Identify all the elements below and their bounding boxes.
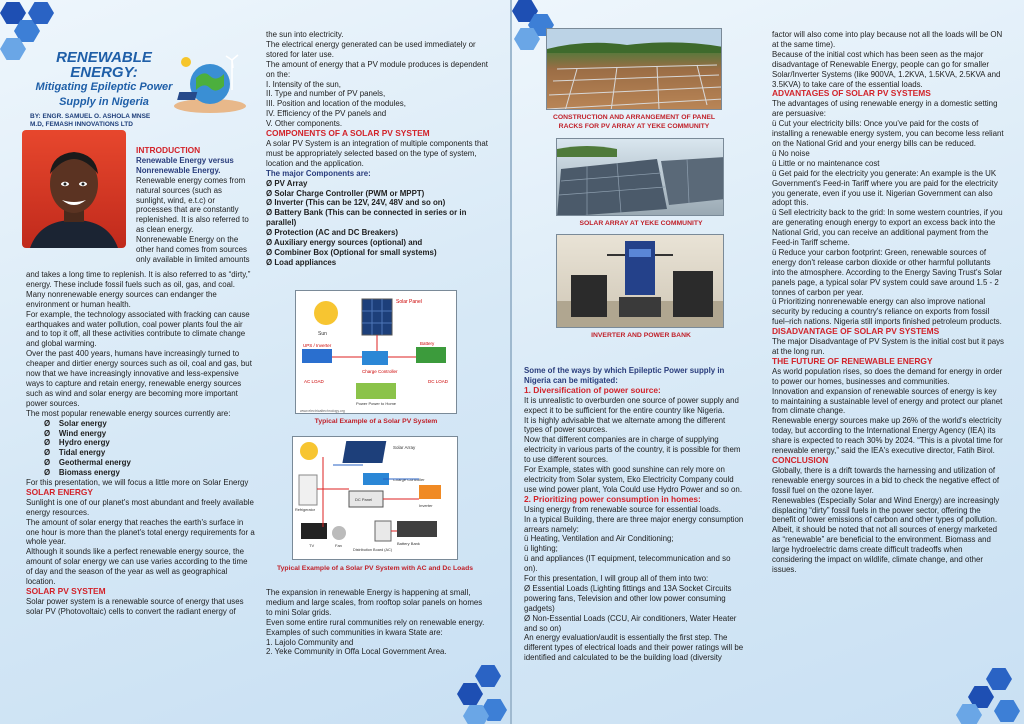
paragraph: Globally, there is a drift towards the harnessing and utilization of renewable energy sources in a bid to check the negative effect of fossil fuel on the ozone layer. (772, 465, 1000, 495)
intro-heading: INTRODUCTION (136, 145, 201, 155)
list-item: Ø Hydro energy (44, 438, 110, 448)
group-item: Ø Non-Essential Loads (CCU, Air conditioners, Water Heater and so on) (524, 613, 737, 633)
component-item: Ø Protection (AC and DC Breakers) (266, 228, 398, 238)
list-item: Ø Wind energy (44, 428, 107, 438)
caption-diagram-2: Typical Example of a Solar PV System with AC and Dc Loads (276, 565, 474, 572)
author-role: M.D, FEMASH INNOVATIONS LTD (30, 121, 133, 128)
sun-icon (314, 301, 338, 325)
component-item: Ø Inverter (This can be 12V, 24V, 48V and so on) (266, 198, 446, 208)
title-line-1: RENEWABLE ENERGY: (56, 49, 152, 81)
diagram-label: Solar Panel (396, 299, 422, 305)
paragraph: It is unrealistic to overburden one source of power supply and expect it to be sufficient for the entire country like Nigeria. (524, 395, 739, 415)
caption-photo-2: SOLAR ARRAY AT YEKE COMMUNITY (579, 220, 703, 227)
p1-line: replenished. It is also referred to (136, 215, 249, 225)
inverter-icon (302, 349, 332, 363)
diagram-label: UPS / Inverter (303, 343, 332, 348)
paragraph: Over the past 400 years, humans have increasingly turned to cheaper and dirtier energy sources such as oil, coal and gas, but now that we have increasingly innovative and less-expensive ways to capture and retain energy, renewable energy sources such as wind and solar energy are becoming more important power sources. (26, 349, 252, 408)
component-item: Ø PV Array (266, 178, 308, 188)
paragraph: The expansion in renewable Energy is happening at small, medium and large scales, from rooftop solar panels on homes to mini Solar grids. (266, 588, 483, 617)
advantage-item: ü Sell electricity back to the grid: In some western countries, if you are generating enough energy to export an excess back into the National Grid, you can receive an additional payment from the Feed-in Tariff scheme. (772, 208, 1003, 248)
paragraph: The advantages of using renewable energy in a domestic setting are persuasive: (772, 99, 998, 119)
list-item: Ø Solar energy (44, 418, 107, 428)
p1-line: processes that are constantly (136, 205, 239, 215)
advantage-item: ü Little or no maintenance cost (772, 158, 880, 168)
battery-bank-icon (397, 521, 437, 537)
p2-rest: and takes a long time to replenish. It is also referred to as “dirty,” energy. These include fossil fuels such as oil, gas, and coal. (26, 270, 251, 289)
paragraph: For this presentation, I will group all of them into two: (524, 574, 709, 584)
solar-energy-heading: SOLAR ENERGY (26, 486, 94, 497)
article-title (34, 50, 174, 110)
paragraph: Renewable energy sources make up 26% of the world's electricity today, but according to the International Energy Agency (IEA) its share is expected to reach 30% by 2024. “This is a pivotal time for renewable energy,” said the IEA's executive director, Fatih Birol. (772, 416, 1003, 456)
battery-icon (416, 347, 446, 363)
paragraph: Now that different companies are in charge of supplying electricity in various parts of the country, it is possible for them to use different sources. (524, 435, 741, 465)
intro-subheading-1: Renewable Energy versus (136, 155, 234, 165)
paragraph: For this presentation, we will focus a little more on Solar Energy (26, 478, 249, 488)
diagram-label: Solar Array (393, 445, 416, 450)
list-item: Ø Geothermal energy (44, 458, 131, 468)
community-item: 2. Yeke Community in Offa Local Government Area. (266, 647, 447, 657)
right-page (512, 0, 1024, 724)
advantage-item: ü Prioritizing nonrenewable energy can also improve national security by reducing a country's reliance on exports from fossil fuel–rich nations. Nigeria still imports finished petroleum products. (772, 297, 1002, 327)
paragraph: Many nonrenewable energy sources can endanger the environment or human health. (26, 289, 217, 309)
solar-pv-ac-dc-diagram (292, 436, 458, 560)
sources-list (26, 419, 256, 478)
inverter-power-bank-photo (556, 234, 724, 328)
paragraph: A solar PV System is an integration of multiple components that must be appropriately selected based on the type of system, location and the application. (266, 138, 488, 168)
distribution-board-icon (375, 521, 391, 541)
factor-item: II. Type and number of PV panels, (266, 89, 386, 99)
factor-item: III. Position and location of the modules, (266, 99, 406, 109)
advantages-heading: ADVANTAGES OF SOLAR PV SYSTEMS (772, 88, 931, 99)
diagram-label: Charge Controller (362, 369, 398, 374)
component-item: Ø Combiner Box (Optional for small systems) (266, 247, 437, 257)
paragraph: The most popular renewable energy sources currently are: (26, 408, 231, 418)
renewable-energy-globe-illustration (170, 52, 250, 114)
diagram-label: www.electricaltechnology.org (300, 409, 345, 413)
column-3-body (524, 366, 746, 663)
advantage-item: ü Get paid for the electricity you generate: An example is the UK Government's Feed-in Tariff where you are paid for the electricity you generate, even if you use it. Nigerian Government can also adopt this. (772, 168, 998, 208)
major-components-label: The major Components are: (266, 168, 371, 178)
column-2-top (266, 30, 488, 268)
title-line-2: Mitigating Epileptic Power (35, 81, 173, 93)
paragraph: The amount of solar energy that reaches the earth's surface in one hour is more than the planet's total energy requirements for a whole year. (26, 517, 255, 547)
conclusion-heading: CONCLUSION (772, 454, 829, 465)
future-heading: THE FUTURE OF RENEWABLE ENERGY (772, 355, 933, 366)
paragraph: Renewables (Especially Solar and Wind Energy) are increasingly displacing “dirty” fossil fuels in the power sector, offering the benefit of lower emissions of carbon and other types of pollution. (772, 495, 1000, 525)
paragraph: Because of the initial cost which has been seen as the major disadvantage of Renewable Energy, people can go for smaller Solar/Inverter Systems (like 900VA, 1.2KVA, 1.5KVA, 2.5KVA and 3.5KVA) to take care of the essential loads. (772, 49, 1001, 89)
advantage-item: ü No noise (772, 148, 810, 158)
title-line-3: Supply in Nigeria (59, 96, 149, 108)
author-photo (22, 130, 126, 248)
array-photo-svg (557, 139, 724, 216)
house-icon (356, 383, 396, 399)
paragraph: For Example, states with good sunshine can rely more on electricity from Solar system, Eko Electricity Company could use wind power plant, Yola Could use Hydro Power and so on. (524, 465, 743, 494)
fan-icon (332, 526, 346, 540)
solar-panel-icon (362, 299, 392, 335)
p2-line: Nonrenewable Energy on the (136, 235, 239, 245)
inverter-photo-svg (557, 235, 724, 328)
paragraph: For example, the technology associated with fracking can cause earthquakes and water pollution, coal power plants foul the air and to top it off, all these activities contribute to climate change and global warming. (26, 309, 250, 349)
community-item: 1. Lajolo Community and (266, 637, 354, 647)
component-item: Ø Load appliances (266, 257, 337, 267)
diversification-heading: 1. Diversification of power source: (524, 384, 661, 395)
diagram-label: TV (309, 543, 315, 548)
p2-line: other hand comes from sources (136, 245, 247, 255)
diagram-label: DC Panel (355, 497, 373, 502)
paragraph: factor will also come into play because not all the loads will be ON at the same time). (772, 30, 1003, 49)
sun-icon (300, 442, 318, 460)
paragraph: Sunlight is one of our planet's most abundant and freely available energy resources. (26, 497, 254, 517)
byline (30, 113, 150, 129)
hexagon-decoration-bottom (445, 655, 510, 724)
inverter-icon (419, 485, 441, 499)
diagram-label: Battery Bank (397, 541, 420, 546)
column-1-body (26, 270, 256, 617)
diagram-label: AC LOAD (304, 379, 324, 384)
diagram-label: DC LOAD (428, 379, 449, 384)
diagram-label: Fan (335, 543, 342, 548)
factor-item: I. Intensity of the sun, (266, 79, 342, 89)
caption-diagram-1: Typical Example of a Solar PV System (314, 418, 438, 425)
column-2-bottom (266, 588, 488, 657)
list-item: Ø Biomass energy (44, 468, 120, 478)
advantage-item: ü Cut your electricity bills: Once you've paid for the costs of installing a renewable energy system, you can become less reliant on the National Grid and your energy bills can be reduced. (772, 119, 1004, 148)
diagram-label: Power Power to Home (356, 401, 397, 406)
hexagon-decoration-bottom-right (952, 662, 1024, 724)
prioritizing-heading: 2. Prioritizing power consumption in homes: (524, 493, 701, 504)
paragraph: Albeit, it should be noted that not all sources of energy marketed as “renewable” are beneficial to the environment. Biomass and large hydroelectric dams create difficult tradeoffs when considering the impact on wildlife, climate change, and other issues. (772, 525, 998, 574)
component-item: Ø Battery Bank (This can be connected in series or in parallel) (266, 208, 467, 228)
diagram-label: Sun (318, 331, 327, 337)
load-item: ü Heating, Ventilation and Air Conditioning; (524, 534, 674, 544)
disadvantage-heading: DISADVANTAGE OF SOLAR PV SYSTEMS (772, 326, 940, 337)
list-item: Ø Tidal energy (44, 448, 106, 458)
pv-ac-dc-diagram-svg (293, 437, 458, 560)
factor-item: IV. Efficiency of the PV panels and (266, 109, 387, 119)
paragraph: In a typical Building, there are three major energy consumption arrears namely: (524, 514, 744, 534)
paragraph: The amount of energy that a PV module produces is dependent on the: (266, 59, 488, 79)
paragraph: The major Disadvantage of PV System is the initial cost but it pays at the long run. (772, 337, 1005, 356)
p1-line: sunlight, wind, e.t.c) or (136, 195, 215, 205)
diagram-label: Charge Controller (393, 477, 425, 482)
paragraph: the sun into electricity. (266, 30, 344, 39)
pv-diagram-svg (296, 291, 457, 414)
column-1-intro (136, 146, 256, 265)
advantage-item: ü Reduce your carbon footprint: Green, renewable sources of energy don't release carbon dioxide or other harmful pollutants into the atmosphere. According to the Energy Saving Trust's Solar panels page, a typical solar PV system could save around 1.5 - 2 tonnes of carbon per year. (772, 247, 1003, 297)
component-item: Ø Auxiliary energy sources (optional) and (266, 238, 423, 248)
paragraph: As world population rises, so does the demand for energy in order to power our homes, businesses and communities. (772, 366, 1003, 386)
solar-array-icon (342, 441, 386, 463)
components-heading: COMPONENTS OF A SOLAR PV SYSTEM (266, 128, 430, 139)
racks-photo-svg (547, 29, 722, 110)
p1-line: as clean energy. (136, 225, 194, 235)
paragraph: Even some entire rural communities rely on renewable energy. (266, 617, 485, 627)
solar-array-photo (556, 138, 724, 216)
paragraph: Using energy from renewable source for essential loads. (524, 504, 721, 514)
paragraph: An energy evaluation/audit is essentially the first step. The different types of electrical loads and their power ratings will be identified and calculated to be the building load (diversity (524, 633, 744, 663)
author-portrait-illustration (22, 130, 126, 248)
load-item: ü and appliances (IT equipment, telecommunication and so on). (524, 554, 731, 574)
component-item: Ø Solar Charge Controller (PWM or MPPT) (266, 188, 425, 198)
paragraph: Although it sounds like a perfect renewable energy source, the amount of solar energy we can use varies according to the time of day and the season of the year as well as geographical location. (26, 547, 248, 587)
p1-line: natural sources (such as (136, 185, 222, 195)
mitigation-heading: Some of the ways by which Epileptic Power supply in Nigeria can be mitigated: (524, 366, 725, 385)
solar-pv-system-diagram (295, 290, 457, 414)
caption-photo-1: CONSTRUCTION AND ARRANGEMENT OF PANEL RACKS FOR PV ARRAY AT YEKE COMMUNITY (552, 114, 716, 130)
load-item: ü lighting; (524, 544, 558, 554)
refrigerator-icon (299, 475, 317, 505)
panel-racks-photo (546, 28, 722, 110)
caption-photo-3: INVERTER AND POWER BANK (591, 332, 691, 339)
author-name: BY: ENGR. SAMUEL O. ASHOLA MNSE (30, 113, 151, 120)
column-4-body (772, 30, 1004, 575)
diagram-label: Inverter (419, 503, 433, 508)
group-item: Ø Essential Loads (Lighting fittings and 13A Socket Circuits powering fans, Television and other low power consuming gadgets) (524, 583, 732, 613)
left-page (0, 0, 510, 724)
p1-line: Renewable energy comes from (136, 175, 246, 185)
charge-controller-icon (362, 351, 388, 365)
intro-subheading-2: Nonrenewable Energy. (136, 165, 221, 175)
diagram-label: Refrigerator (295, 508, 316, 512)
solar-pv-heading: SOLAR PV SYSTEM (26, 586, 106, 596)
p2-line: only available in limited amounts (136, 254, 250, 264)
diagram-label: Distribution Board (AC) (353, 548, 393, 552)
paragraph: Examples of such communities in kwara State are: (266, 627, 443, 637)
paragraph: The electrical energy generated can be used immediately or stored for later use. (266, 39, 476, 59)
factor-item: V. Other components. (266, 119, 343, 129)
paragraph: Solar power system is a renewable source of energy that uses solar PV (Photovoltaic) cells to convert the radiant energy of (26, 596, 244, 616)
paragraph: Innovation and expansion of renewable sources of energy is key to maintaining a sustainable level of energy and protect our planet from climate change. (772, 386, 1003, 416)
paragraph: It is highly advisable that we alternate among the different types of power sources. (524, 415, 726, 435)
diagram-label: Battery (420, 341, 435, 346)
